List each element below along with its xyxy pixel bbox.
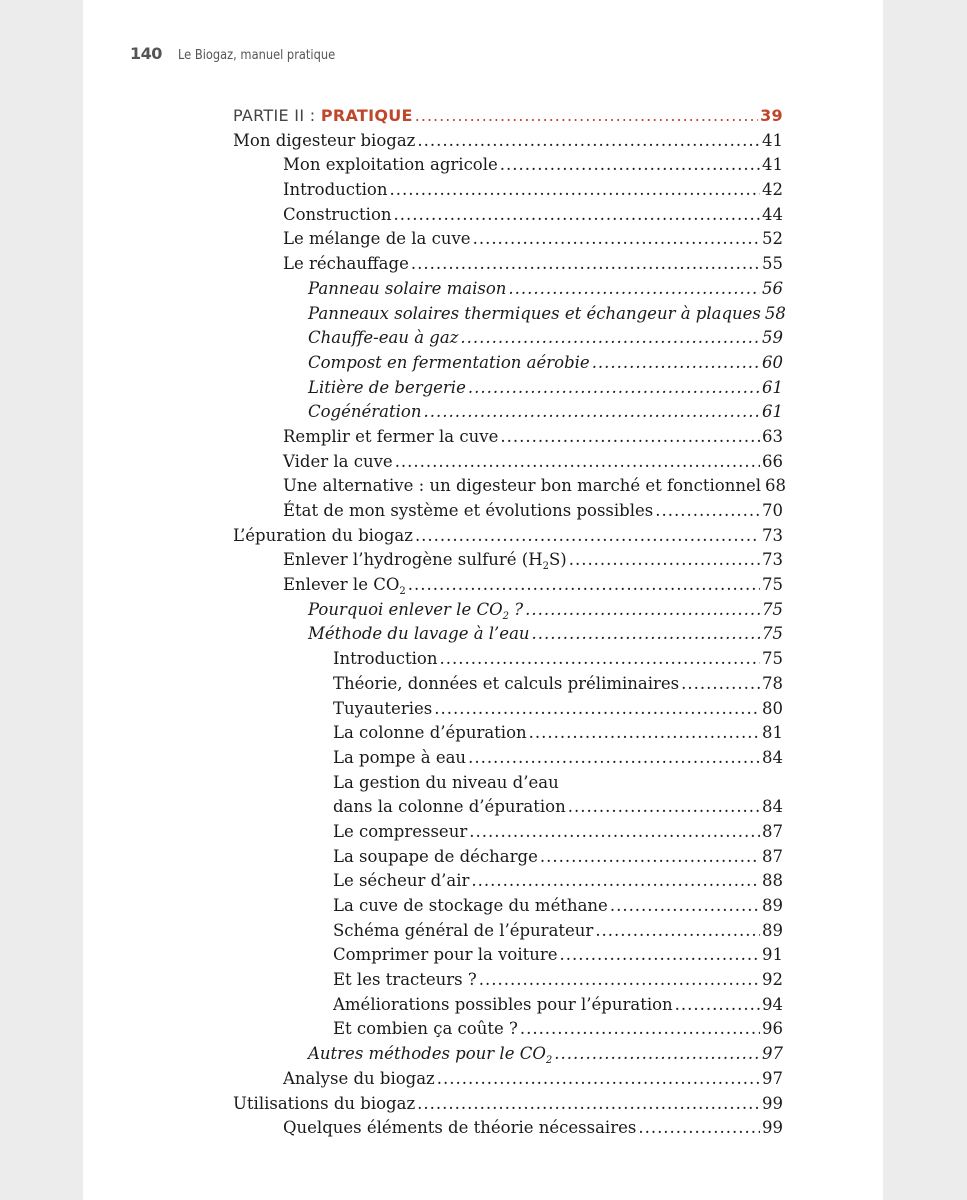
toc-entry-title: Analyse du biogaz <box>283 1068 435 1088</box>
toc-entry-page: 75 <box>762 624 783 644</box>
toc-entry-page: 89 <box>762 920 783 940</box>
toc-entry <box>233 746 783 771</box>
toc-entry-page: 99 <box>762 1093 783 1113</box>
toc-leader <box>468 376 760 401</box>
toc-leader <box>417 1092 760 1117</box>
toc-entry <box>233 672 783 697</box>
toc-entry <box>233 178 783 203</box>
toc-leader <box>610 894 760 919</box>
toc-entry-page: 73 <box>762 525 783 545</box>
toc-entry-title: Panneaux solaires thermiques et échangeur à plaques <box>308 303 761 323</box>
toc-entry-page: 75 <box>762 649 783 669</box>
toc-entry-title: La pompe à eau <box>333 747 467 767</box>
toc-entry <box>233 252 783 277</box>
toc-entry <box>233 302 786 327</box>
toc-entry <box>233 721 783 746</box>
toc-leader <box>638 1116 760 1141</box>
toc-entry <box>233 1042 783 1067</box>
toc-entry <box>233 697 783 722</box>
table-of-contents <box>233 104 787 1141</box>
toc-leader <box>434 697 760 722</box>
toc-entry-page: 80 <box>762 698 783 718</box>
toc-entry <box>233 820 783 845</box>
toc-entry <box>233 1116 783 1141</box>
book-title: Le Biogaz, manuel pratique <box>178 48 336 63</box>
toc-entry <box>233 129 783 154</box>
toc-entry <box>233 227 783 252</box>
toc-entry <box>233 573 783 598</box>
toc-leader <box>479 968 760 993</box>
toc-entry-page: 56 <box>762 278 783 298</box>
toc-entry-title: Vider la cuve <box>283 451 393 471</box>
toc-entry-title: Tuyauteries <box>333 698 433 718</box>
toc-entry-title: Remplir et fermer la cuve <box>283 426 499 446</box>
toc-entry-page: 99 <box>762 1118 783 1138</box>
toc-entry-title: Compost en fermentation aérobie <box>308 352 590 372</box>
toc-entry <box>233 598 783 623</box>
toc-entry-page: 73 <box>762 550 783 570</box>
toc-entry-title-part: Autres méthodes pour le CO <box>308 1044 546 1064</box>
toc-entry-title: État de mon système et évolutions possibles <box>283 501 654 520</box>
toc-leader <box>468 746 760 771</box>
toc-entry-title: La colonne d’épuration <box>333 723 527 743</box>
toc-entry-page: 87 <box>762 846 783 866</box>
book-page <box>83 0 883 1200</box>
toc-leader <box>540 845 760 870</box>
toc-leader <box>508 277 760 302</box>
toc-entry-title <box>283 548 567 573</box>
toc-entry-title: Utilisations du biogaz <box>233 1093 416 1113</box>
toc-entry-title: Améliorations possibles pour l’épuration <box>333 994 673 1014</box>
toc-leader <box>394 203 760 228</box>
toc-entry-page: 44 <box>762 204 783 224</box>
toc-entry-title: Le mélange de la cuve <box>283 229 471 249</box>
toc-entry-title: Litière de bergerie <box>308 377 466 397</box>
toc-entry-title: Introduction <box>333 649 438 669</box>
toc-entry <box>233 425 783 450</box>
toc-entry-title-part: Pourquoi enlever le CO <box>308 599 503 619</box>
toc-entry-page: 92 <box>762 970 783 990</box>
toc-entry-page: 84 <box>762 747 783 767</box>
toc-entry-page: 55 <box>762 254 783 274</box>
toc-entry <box>233 376 783 401</box>
subscript-digit: 2 <box>545 1055 553 1067</box>
toc-entry-page: 89 <box>762 896 783 915</box>
toc-entry-page: 66 <box>762 451 783 471</box>
toc-entry <box>233 499 783 524</box>
toc-leader <box>554 1042 760 1067</box>
toc-entry-page: 75 <box>762 575 783 595</box>
toc-entry-page: 52 <box>762 229 783 249</box>
toc-leader <box>423 400 760 425</box>
toc-entry <box>233 548 783 573</box>
toc-entry <box>233 845 783 870</box>
toc-entry <box>233 277 783 302</box>
toc-leader <box>408 573 760 598</box>
toc-entry-page: 75 <box>762 599 783 619</box>
toc-entry <box>233 351 783 376</box>
toc-entry-page: 41 <box>762 130 783 150</box>
toc-entry <box>233 400 783 425</box>
toc-leader <box>681 672 760 697</box>
toc-leader <box>529 721 760 746</box>
toc-leader <box>473 227 760 252</box>
toc-leader <box>525 598 760 623</box>
toc-entry <box>233 869 783 894</box>
toc-part-prefix: PARTIE II : <box>233 106 321 125</box>
toc-entry-page: 81 <box>762 723 783 743</box>
toc-entry-title-part: S) <box>548 550 567 570</box>
toc-entry-title: Le sécheur d’air <box>333 871 470 891</box>
toc-leader <box>500 153 760 178</box>
toc-entry-title: Théorie, données et calculs préliminaires <box>333 673 680 693</box>
toc-entry-page: 70 <box>762 501 783 520</box>
toc-leader <box>569 548 760 573</box>
toc-leader <box>411 252 760 277</box>
toc-leader <box>560 943 760 968</box>
toc-leader <box>675 993 760 1018</box>
toc-entry-title: Construction <box>283 204 392 224</box>
toc-entry <box>233 153 783 178</box>
toc-entry-title: Méthode du lavage à l’eau <box>308 624 530 644</box>
toc-entry-title-part: Enlever l’hydrogène sulfuré (H <box>283 550 543 570</box>
toc-leader <box>440 647 761 672</box>
toc-leader <box>415 524 760 549</box>
toc-entry-title: Cogénération <box>308 402 422 422</box>
toc-entry-title: La cuve de stockage du méthane <box>333 896 608 915</box>
toc-entry-title: Quelques éléments de théorie nécessaires <box>283 1118 637 1138</box>
toc-entry-title: L’épuration du biogaz <box>233 525 413 545</box>
toc-leader <box>592 351 760 376</box>
page-number: 140 <box>130 44 162 63</box>
toc-entry-title: Comprimer pour la voiture <box>333 945 558 965</box>
toc-entry-page: 88 <box>762 871 783 891</box>
toc-entry <box>233 943 783 968</box>
toc-leader <box>395 450 760 475</box>
toc-entry-title: Chauffe-eau à gaz <box>308 328 459 348</box>
toc-part-heading <box>233 104 783 129</box>
toc-entry-page: 97 <box>762 1044 783 1064</box>
toc-leader <box>655 499 760 524</box>
toc-entry-page: 60 <box>762 352 783 372</box>
toc-leader <box>532 622 760 647</box>
toc-entry-page: 41 <box>762 155 783 175</box>
toc-entry-title: La gestion du niveau d’eau <box>333 772 559 792</box>
toc-entry-title <box>308 598 523 623</box>
toc-leader <box>417 129 760 154</box>
toc-entry-title: dans la colonne d’épuration <box>333 797 566 817</box>
toc-part-label <box>233 104 413 129</box>
toc-entry-page: 63 <box>762 426 783 446</box>
toc-entry <box>233 968 783 993</box>
toc-entry <box>233 524 783 549</box>
subscript-digit: 2 <box>542 561 549 573</box>
toc-entry-title-part: ? <box>509 599 524 619</box>
toc-entry-title: La soupape de décharge <box>333 846 538 866</box>
toc-entry-title: Le compresseur <box>333 821 468 841</box>
toc-leader <box>568 795 760 820</box>
toc-entry-title: Introduction <box>283 180 388 200</box>
toc-entry-page: 97 <box>762 1068 783 1088</box>
toc-entry-title: Le réchauffage <box>283 254 409 274</box>
toc-leader <box>471 869 760 894</box>
toc-leader <box>390 178 761 203</box>
toc-entry-title: Une alternative : un digesteur bon marché et fonctionnel <box>283 476 762 496</box>
running-head <box>130 44 357 63</box>
toc-entry-page: 96 <box>762 1019 783 1039</box>
toc-leader <box>469 820 760 845</box>
toc-entry <box>233 1092 783 1117</box>
toc-entry-title: Et les tracteurs ? <box>333 970 477 990</box>
toc-entry <box>233 894 783 919</box>
toc-entry-page: 87 <box>762 821 783 841</box>
toc-entry <box>233 1067 783 1092</box>
toc-entry-continued <box>233 771 783 796</box>
toc-entry-title: Et combien ça coûte ? <box>333 1019 518 1039</box>
toc-part-page: 39 <box>760 106 783 125</box>
toc-leader <box>460 326 760 351</box>
toc-entry-page: 84 <box>762 797 783 817</box>
toc-entry <box>233 622 783 647</box>
toc-entry-page: 68 <box>765 476 787 496</box>
toc-entry-title <box>283 573 406 598</box>
toc-entry-title: Mon exploitation agricole <box>283 155 498 175</box>
toc-entry <box>233 474 787 499</box>
toc-entry-page: 61 <box>762 377 783 397</box>
toc-entry-title: Schéma général de l’épurateur <box>333 920 594 940</box>
toc-entry <box>233 647 783 672</box>
toc-leader <box>437 1067 760 1092</box>
toc-entry <box>233 993 783 1018</box>
toc-entry-title: Panneau solaire maison <box>308 278 507 298</box>
toc-entry-page: 58 <box>764 303 786 323</box>
toc-entry <box>233 326 783 351</box>
subscript-digit: 2 <box>399 586 406 598</box>
toc-entry-page: 78 <box>762 673 783 693</box>
toc-leader <box>415 104 758 129</box>
toc-entry-title: Mon digesteur biogaz <box>233 130 416 150</box>
toc-part-title: PRATIQUE <box>320 106 413 125</box>
toc-entry <box>233 919 783 944</box>
toc-leader <box>500 425 760 450</box>
toc-entry-page: 42 <box>762 180 783 200</box>
toc-entry <box>233 795 783 820</box>
toc-entry-page: 94 <box>762 994 783 1014</box>
toc-entry-title-part: Enlever le CO <box>283 575 400 595</box>
toc-entry-page: 91 <box>762 945 783 965</box>
toc-entry-page: 59 <box>762 328 783 348</box>
toc-leader <box>520 1017 760 1042</box>
subscript-digit: 2 <box>502 610 509 622</box>
toc-entry-title <box>308 1042 552 1067</box>
toc-entry <box>233 1017 783 1042</box>
toc-entry <box>233 450 783 475</box>
toc-entry <box>233 203 783 228</box>
toc-entry-page: 61 <box>762 402 783 422</box>
toc-leader <box>595 919 760 944</box>
